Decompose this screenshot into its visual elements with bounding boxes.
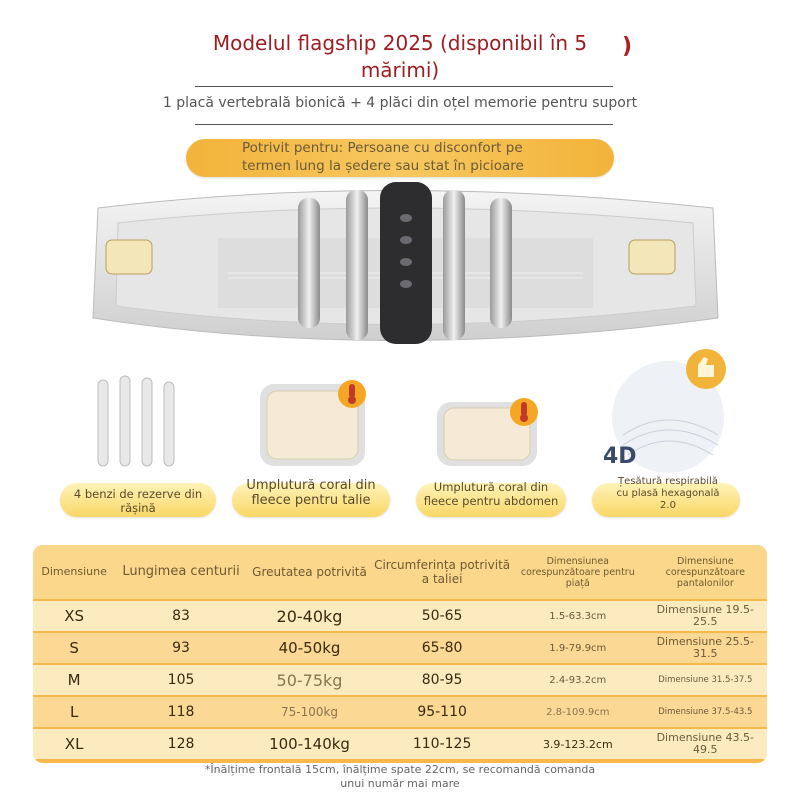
cell-market: 1.5-63.3cm [512,599,644,631]
col-header-waist: Circumferința potrivită a taliei [372,545,512,599]
col-header-belt-length: Lungimea centurii [115,545,247,599]
table-row [33,631,767,663]
title-divider [195,86,613,87]
cell-pants: Dimensiune 37.5-43.5 [644,695,767,727]
cell-weight: 75-100kg [247,695,372,727]
accessory-text-4: Țesătură respirabilă cu plasă hexagonală 2.0 [616,476,720,511]
cell-length: 105 [115,663,247,695]
suitability-text: Potrivit pentru: Persoane cu disconfort pe termen lung la ședere sau stat în picioare [242,140,524,174]
cell-waist: 110-125 [372,727,512,759]
cell-waist: 95-110 [372,695,512,727]
table-row [33,663,767,695]
col-header-pants-size: Dimensiune corespunzătoare pantalonilor [644,545,767,599]
cell-length: 118 [115,695,247,727]
back-brace-belt-icon [88,178,723,358]
mesh-fabric-icon [598,345,738,475]
cell-size: L [33,695,115,727]
cell-weight: 40-50kg [247,631,372,663]
cell-waist: 80-95 [372,663,512,695]
accessory-text-3: Umplutură coral din fleece pentru abdomen [423,480,559,508]
accessory-text-2: Umplutură coral din fleece pentru talie [246,478,376,508]
cell-size: XL [33,727,115,759]
cell-weight: 100-140kg [247,727,372,759]
cell-waist: 65-80 [372,631,512,663]
cell-pants: Dimensiune 31.5-37.5 [644,663,767,695]
page-subtitle: 1 placă vertebrală bionică + 4 plăci din oțel memorie pentru suport [162,95,638,111]
table-row [33,599,767,631]
cell-pants: Dimensiune 19.5-25.5 [644,599,767,631]
size-table [33,545,767,763]
cell-market: 2.8-109.9cm [512,695,644,727]
cell-market: 3.9-123.2cm [512,727,644,759]
cell-market: 1.9-79.9cm [512,631,644,663]
cell-market: 2.4-93.2cm [512,663,644,695]
accessory-text-1: 4 benzi de rezerve din rășină [73,487,203,515]
subtitle-divider [195,124,613,125]
table-header-row [33,545,767,599]
footnote: *Înălțime frontală 15cm, înălțime spate 22cm, se recomandă comanda unui număr mai mare [204,763,596,790]
cell-size: S [33,631,115,663]
cell-size: M [33,663,115,695]
cell-weight: 50-75kg [247,663,372,695]
cell-waist: 50-65 [372,599,512,631]
col-header-weight: Greutatea potrivită [247,545,372,599]
resin-strips-icon [90,372,190,472]
abdomen-pad-icon [432,392,552,472]
title-bracket: ) [622,34,633,59]
table-row [33,695,767,727]
col-header-size: Dimensiune [33,545,115,599]
cell-size: XS [33,599,115,631]
svg-text:4D: 4D [603,444,637,469]
cell-length: 93 [115,631,247,663]
page-title: Modelul flagship 2025 (disponibil în 5 mărimi) [212,31,588,82]
table-row [33,727,767,759]
cell-length: 83 [115,599,247,631]
cell-pants: Dimensiune 25.5-31.5 [644,631,767,663]
waist-pad-icon [255,376,375,476]
cell-length: 128 [115,727,247,759]
cell-pants: Dimensiune 43.5-49.5 [644,727,767,759]
col-header-market-size: Dimensiunea corespunzătoare pentru piață [512,545,644,599]
cell-weight: 20-40kg [247,599,372,631]
